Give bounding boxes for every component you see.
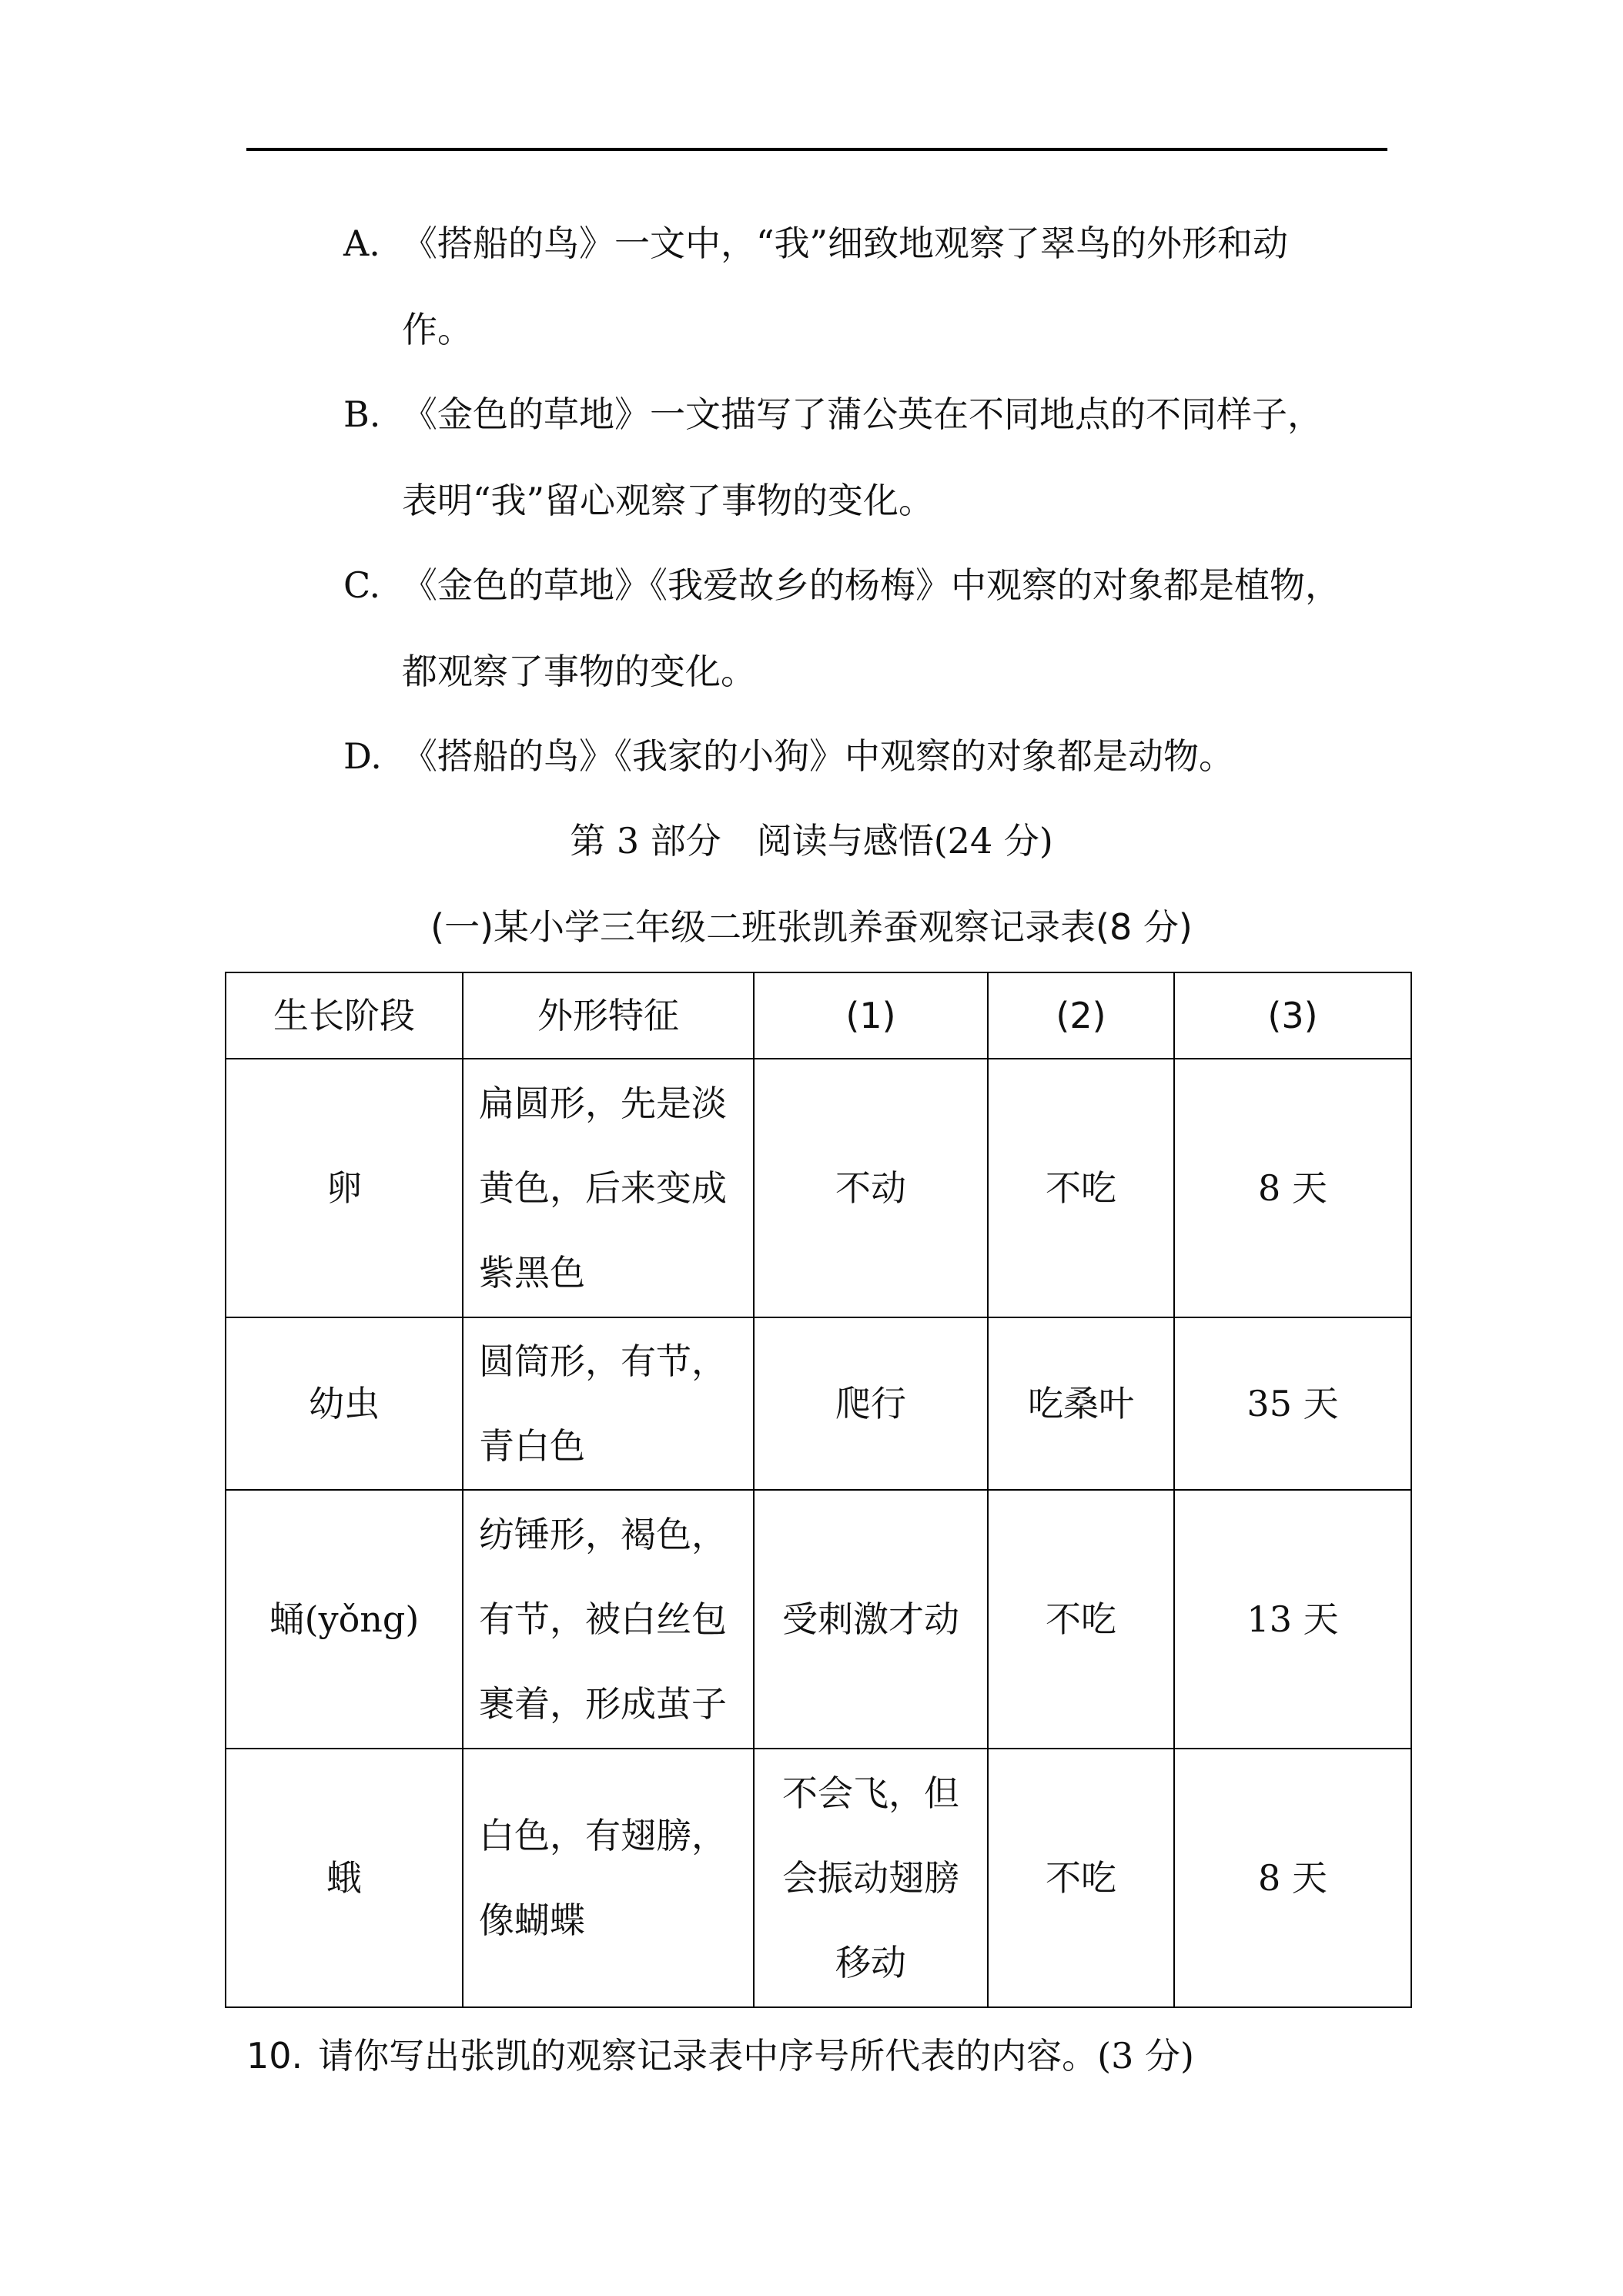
observation-table [225,972,1412,2008]
cell-shape-line: 紫黑色 [479,1252,585,1294]
option-a-line-1 [343,220,1288,266]
cell-col1-line: 受刺激才动 [782,1598,959,1640]
cell-col1-line: 爬行 [835,1383,906,1424]
option-d-label: D. [343,735,382,777]
cell-stage: 蛾 [226,1749,463,2007]
option-b-text-1: 《金色的草地》一文描写了蒲公英在不同地点的不同样子， [402,393,1323,435]
option-a-text-1: 《搭船的鸟》一文中，“我”细致地观察了翠鸟的外形和动 [402,223,1289,264]
table-row [226,1317,1411,1490]
table-title: (一)某小学三年级二班张凯养蚕观察记录表(8 分) [430,906,1193,948]
cell-col1 [754,1749,988,2007]
cell-col1-line: 会振动翅膀 [782,1857,959,1899]
option-a-line-2: 作。 [402,309,473,350]
cell-col3: 35 天 [1174,1317,1411,1490]
cell-shape-line: 圆筒形，有节， [479,1340,727,1382]
cell-col1 [754,1059,988,1317]
cell-col1-line: 移动 [835,1942,906,1983]
header-col2: (2) [988,972,1174,1059]
cell-col1 [754,1490,988,1749]
table-header-row [226,972,1411,1059]
cell-shape-line: 像蝴蝶 [479,1899,585,1941]
cell-shape [463,1317,754,1490]
table-row [226,1059,1411,1317]
cell-shape-line: 扁圆形，先是淡 [479,1083,727,1124]
option-d-line-1 [343,733,1234,779]
top-rule [246,148,1387,151]
table-row [226,1490,1411,1749]
cell-col2: 不吃 [988,1059,1174,1317]
cell-shape [463,1749,754,2007]
cell-col3: 8 天 [1174,1059,1411,1317]
cell-stage: 卵 [226,1059,463,1317]
option-a-label: A. [343,223,380,264]
cell-col2: 不吃 [988,1749,1174,2007]
cell-shape-line: 裹着，形成茧子 [479,1683,727,1725]
option-b-line-2: 表明“我”留心观察了事物的变化。 [402,480,935,521]
cell-shape-line: 黄色，后来变成 [479,1167,727,1209]
table-row [226,1749,1411,2007]
header-stage: 生长阶段 [226,972,463,1059]
cell-shape-line: 青白色 [479,1425,585,1467]
cell-col1 [754,1317,988,1490]
header-col1: (1) [754,972,988,1059]
cell-stage: 蛹(yǒng) [226,1490,463,1749]
section-heading: 第 3 部分 阅读与感悟(24 分) [570,820,1053,862]
option-c-line-1 [343,562,1340,608]
question-10 [246,2033,1194,2079]
cell-col3: 8 天 [1174,1749,1411,2007]
question-text: 请你写出张凯的观察记录表中序号所代表的内容。(3 分) [318,2035,1194,2077]
cell-col2: 吃桑叶 [988,1317,1174,1490]
option-b-label: B. [343,393,381,435]
cell-shape-line: 纺锤形，褐色， [479,1514,727,1555]
option-c-label: C. [343,564,381,606]
option-b-line-1 [343,391,1323,437]
header-col3: (3) [1174,972,1411,1059]
cell-col2: 不吃 [988,1490,1174,1749]
cell-col1-line: 不会飞，但 [782,1772,959,1814]
option-d-text-1: 《搭船的鸟》《我家的小狗》中观察的对象都是动物。 [402,735,1234,777]
cell-shape [463,1490,754,1749]
cell-shape-line: 有节，被白丝包 [479,1598,727,1640]
cell-stage: 幼虫 [226,1317,463,1490]
option-c-line-2: 都观察了事物的变化。 [402,651,756,692]
cell-shape-line: 白色，有翅膀， [479,1815,727,1856]
question-number: 10. [246,2035,303,2077]
cell-col3: 13 天 [1174,1490,1411,1749]
cell-shape [463,1059,754,1317]
option-c-text-1: 《金色的草地》《我爱故乡的杨梅》中观察的对象都是植物， [402,564,1340,606]
header-shape: 外形特征 [463,972,754,1059]
cell-col1-line: 不动 [835,1167,906,1209]
